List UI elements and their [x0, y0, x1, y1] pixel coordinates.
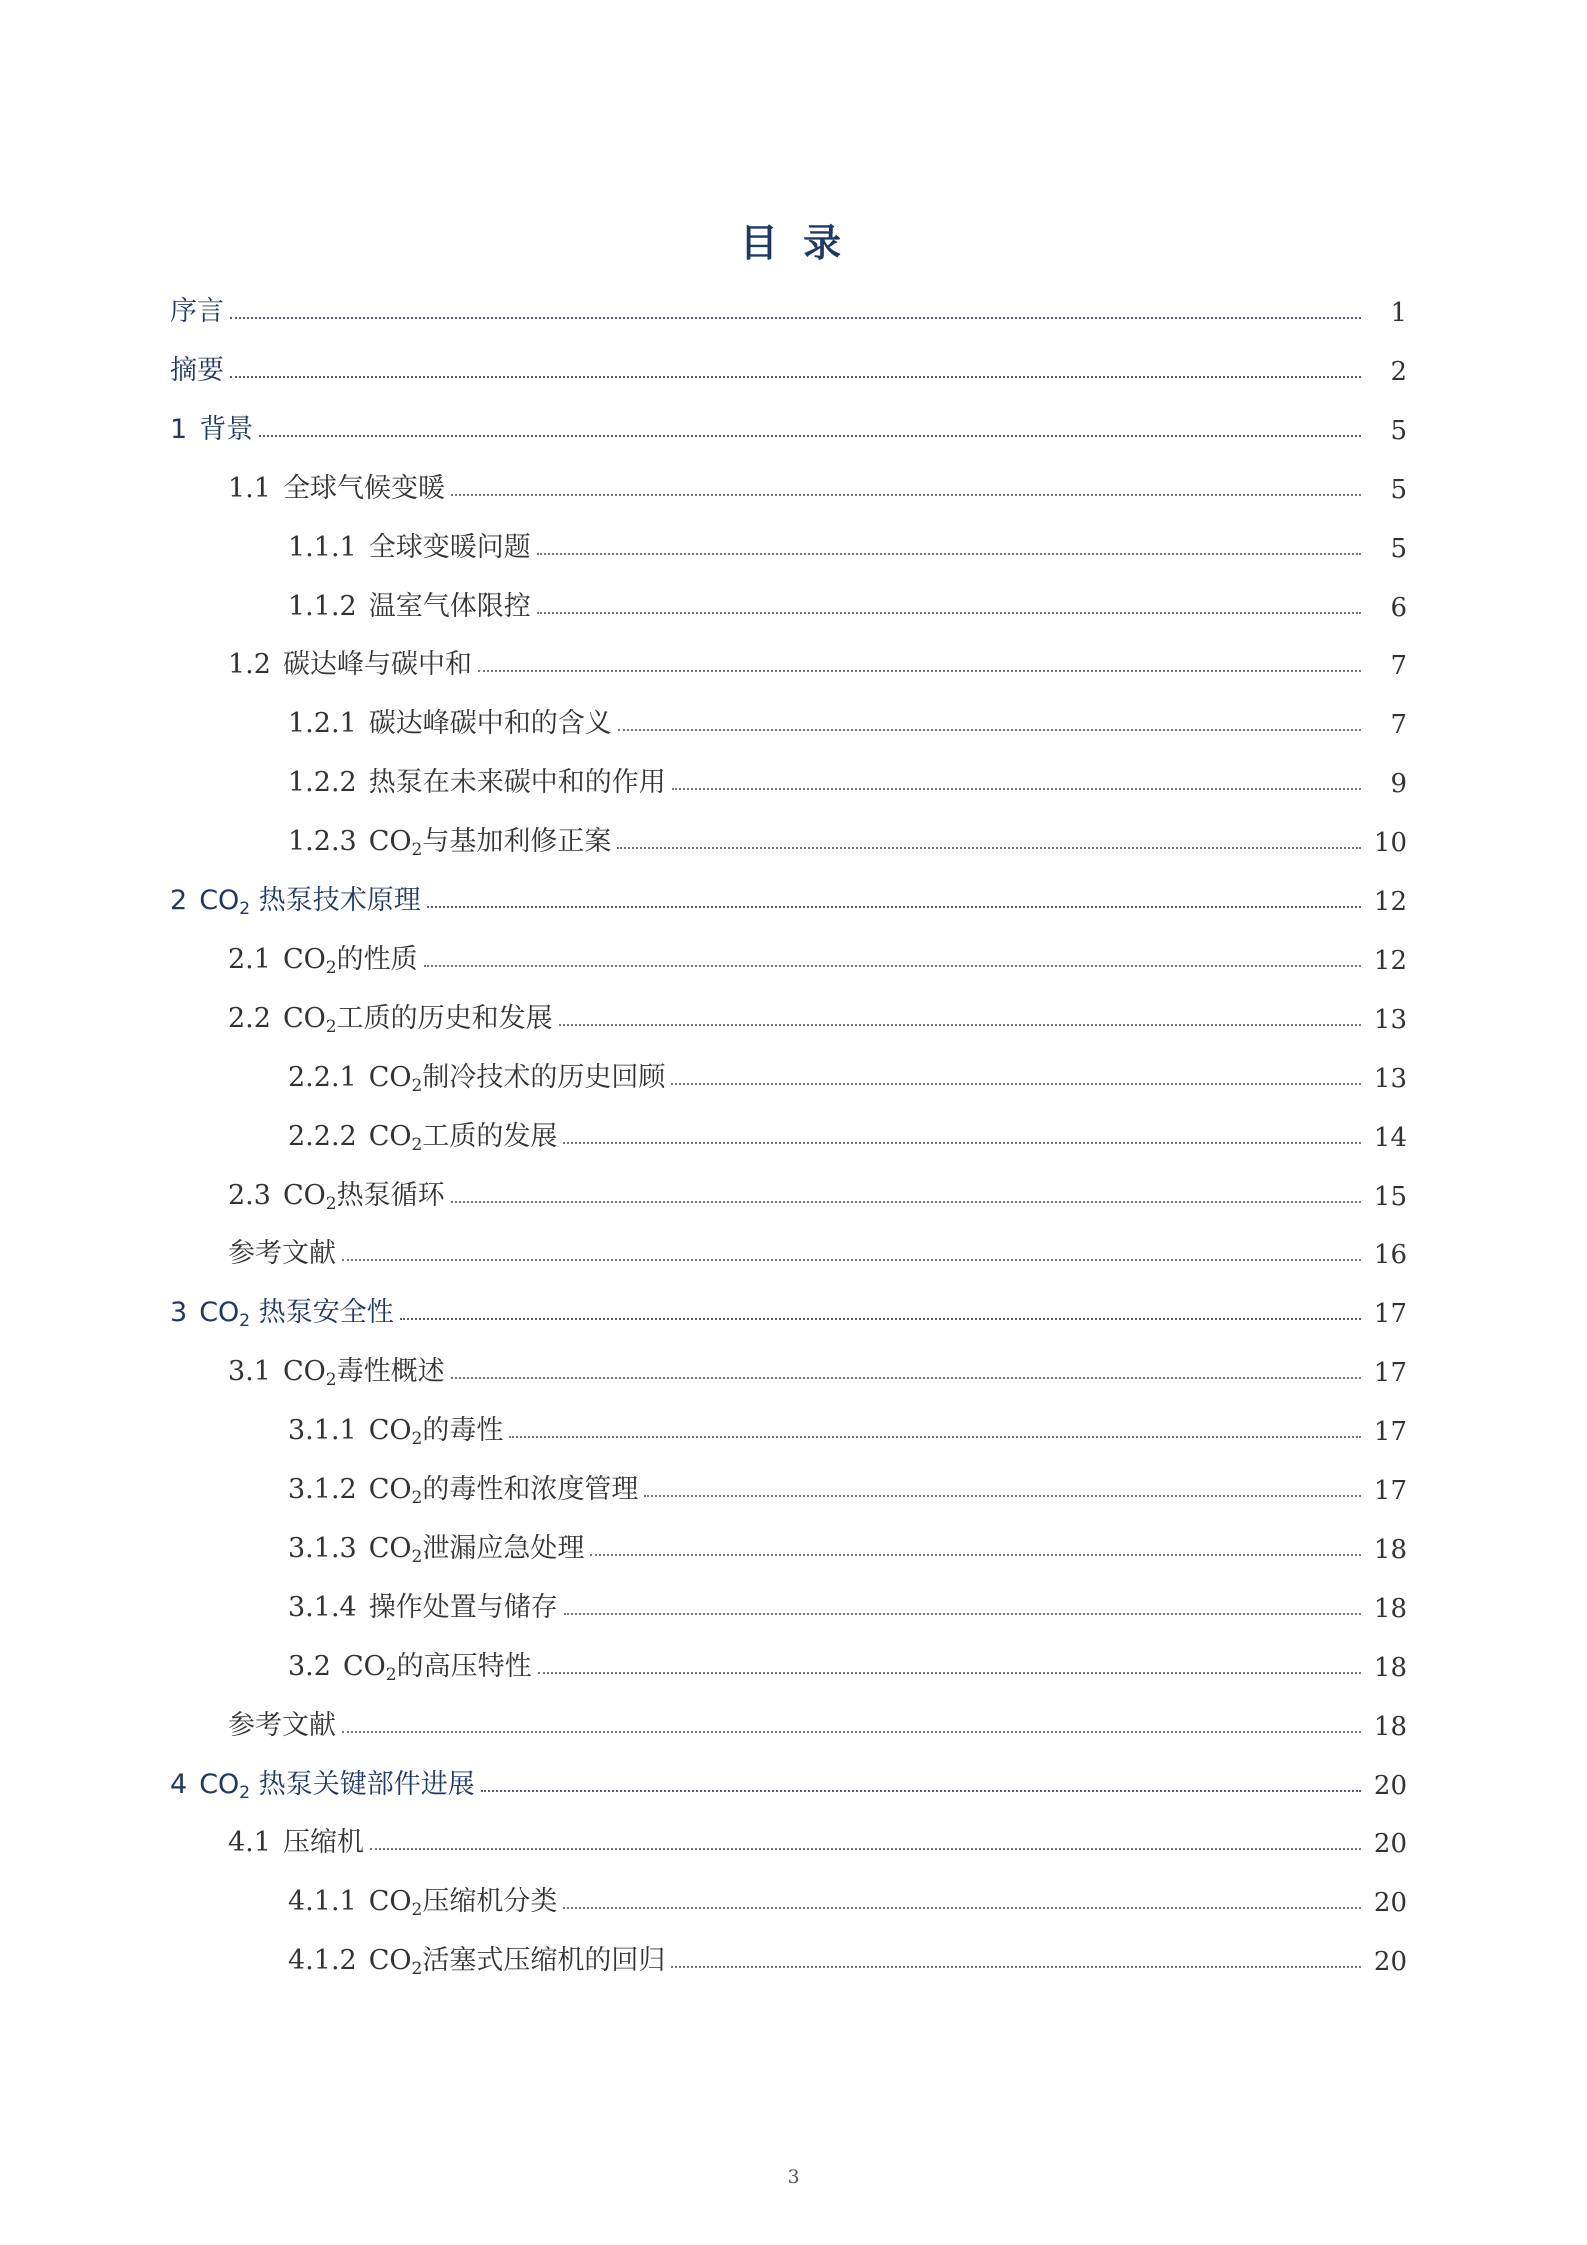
dot-leader	[559, 1024, 1361, 1026]
toc-entry-subscript: 2	[325, 957, 337, 978]
dot-leader	[478, 670, 1361, 672]
toc-entry[interactable]	[228, 1230, 1407, 1270]
toc-entry-label	[288, 760, 666, 799]
toc-entry-text-suffix: 工质的发展	[422, 1120, 558, 1152]
dot-leader	[342, 1259, 1361, 1261]
toc-entry[interactable]	[170, 1289, 1407, 1332]
toc-entry-text-suffix: 压缩机分类	[422, 1886, 558, 1918]
toc-entry-text: CO	[368, 1474, 412, 1505]
toc-entry-number: 1.2.2	[288, 767, 357, 799]
toc-entry[interactable]	[228, 1819, 1407, 1859]
toc-entry-text: CO	[368, 1945, 412, 1977]
toc-entry-text-suffix: 的性质	[336, 943, 418, 975]
toc-entry-number: 3.1.2	[288, 1474, 357, 1505]
toc-entry[interactable]	[288, 1113, 1407, 1153]
toc-entry-text: 序言	[170, 296, 224, 327]
toc-entry-number: 1.1.2	[288, 590, 357, 622]
toc-entry-text-suffix: 的高压特性	[396, 1650, 532, 1682]
toc-entry-text-suffix: 的毒性和浓度管理	[422, 1474, 639, 1505]
toc-entry-page: 1	[1390, 298, 1407, 328]
toc-entry-label	[228, 1820, 364, 1859]
dot-leader	[537, 612, 1361, 614]
toc-entry-label	[228, 466, 445, 505]
toc-entry-page: 6	[1390, 592, 1407, 623]
toc-entry-number: 3.2	[288, 1650, 331, 1682]
toc-entry[interactable]	[170, 1761, 1407, 1801]
dot-leader	[481, 1790, 1361, 1792]
dot-leader	[451, 494, 1361, 496]
toc-entry-page: 5	[1390, 474, 1407, 505]
toc-entry-page: 17	[1373, 1417, 1407, 1448]
toc-entry-number: 4.1.2	[288, 1945, 357, 1977]
toc-entry-text: CO	[199, 1297, 240, 1329]
toc-entry-label	[170, 348, 224, 387]
toc-entry-text: CO	[368, 1532, 412, 1564]
toc-entry-subscript: 2	[411, 1075, 423, 1096]
toc-entry-number: 1	[170, 413, 188, 445]
toc-entry[interactable]	[288, 1466, 1407, 1506]
dot-leader	[424, 965, 1361, 967]
toc-entry-text-suffix: 制冷技术的历史回顾	[422, 1061, 666, 1093]
toc-entry-text: 压缩机	[282, 1827, 364, 1859]
toc-entry-text: CO	[282, 1356, 326, 1388]
toc-entry-label	[288, 1879, 558, 1921]
toc-entry-page: 2	[1390, 356, 1407, 387]
toc-entry-label	[288, 819, 612, 861]
toc-entry[interactable]	[170, 347, 1407, 387]
toc-entry-label	[288, 1408, 504, 1450]
dot-leader	[563, 1142, 1361, 1144]
toc-entry-text: CO	[199, 885, 240, 916]
toc-entry-subscript: 2	[325, 1016, 337, 1037]
toc-entry-text-suffix: 与基加利修正案	[422, 826, 612, 858]
toc-entry-text: 背景	[199, 413, 254, 445]
dot-leader	[400, 1318, 1361, 1320]
toc-entry[interactable]	[288, 1937, 1407, 1980]
toc-entry-number: 2.2.1	[288, 1061, 357, 1093]
toc-entry-page: 12	[1373, 887, 1407, 917]
toc-entry-page: 13	[1373, 1004, 1407, 1035]
toc-entry-subscript: 2	[411, 840, 423, 861]
toc-entry-label	[170, 289, 224, 328]
toc-entry-label	[170, 1290, 394, 1332]
toc-entry-page: 17	[1373, 1476, 1407, 1506]
toc-entry-text-suffix: 工质的历史和发展	[336, 1002, 553, 1034]
toc-entry-label	[288, 1467, 638, 1506]
toc-entry-text-suffix: 活塞式压缩机的回归	[422, 1945, 666, 1977]
toc-entry-page: 14	[1373, 1122, 1407, 1153]
toc-entry-text: CO	[282, 943, 326, 975]
toc-entry[interactable]	[288, 759, 1407, 799]
toc-entry-text: 碳达峰碳中和的含义	[368, 708, 612, 740]
toc-entry-subscript: 2	[385, 1664, 397, 1685]
toc-entry-page: 17	[1373, 1299, 1407, 1330]
dot-leader	[564, 1613, 1361, 1615]
toc-entry-text: CO	[199, 1768, 240, 1800]
toc-entry-page: 20	[1373, 1947, 1407, 1978]
toc-entry-number: 4	[170, 1768, 188, 1800]
toc-entry[interactable]	[170, 406, 1407, 446]
toc-entry[interactable]	[288, 1525, 1407, 1565]
toc-entry-label	[170, 407, 253, 446]
dot-leader	[671, 1083, 1361, 1085]
toc-entry-text: 操作处置与储存	[368, 1591, 558, 1623]
toc-entry[interactable]	[170, 877, 1407, 917]
toc-entry-subscript: 2	[411, 1429, 423, 1450]
toc-entry-subscript: 2	[325, 1370, 337, 1391]
toc-entry-number: 1.1	[228, 472, 271, 504]
toc-entry-label	[288, 1585, 558, 1624]
toc-entry-text-suffix: 的毒性	[422, 1415, 504, 1447]
toc-entry-label	[228, 1349, 445, 1391]
toc-entry-label	[228, 1703, 336, 1742]
toc-entry-label	[288, 1938, 666, 1980]
toc-entry[interactable]	[288, 1643, 1407, 1683]
toc-entry-subscript: 2	[411, 1959, 423, 1980]
toc-entry-page: 12	[1373, 945, 1407, 976]
toc-entry-subscript: 2	[239, 1311, 251, 1332]
dot-leader	[537, 553, 1361, 555]
toc-entry-number: 2.2	[228, 1002, 271, 1034]
dot-leader	[259, 435, 1361, 437]
toc-entry-subscript: 2	[239, 899, 251, 919]
toc-entry-number: 2	[170, 885, 188, 916]
toc-entry[interactable]	[228, 1172, 1407, 1212]
toc-entry-number: 2.2.2	[288, 1120, 357, 1152]
dot-leader	[538, 1672, 1361, 1674]
toc-entry-page: 20	[1373, 1770, 1407, 1801]
toc-entry-page: 10	[1373, 828, 1407, 859]
toc-entry[interactable]	[228, 641, 1407, 681]
toc-entry-page: 17	[1373, 1358, 1407, 1389]
toc-entry-text: 温室气体限控	[368, 590, 531, 622]
toc-entry-page: 18	[1373, 1652, 1407, 1683]
dot-leader	[672, 788, 1361, 790]
toc-entry-label	[288, 525, 531, 564]
toc-entry-label	[228, 642, 472, 681]
toc-entry-label	[288, 1526, 584, 1565]
toc-entry-label	[288, 701, 612, 740]
toc-entry-text: CO	[368, 1886, 412, 1918]
dot-leader	[617, 847, 1361, 849]
dot-leader	[451, 1377, 1361, 1379]
toc-entry-text: 摘要	[170, 354, 224, 386]
toc-entry[interactable]	[288, 1878, 1407, 1921]
dot-leader	[509, 1436, 1361, 1438]
toc-entry-number: 3.1	[228, 1356, 271, 1388]
toc-entry[interactable]	[288, 818, 1407, 861]
toc-entry[interactable]	[288, 524, 1407, 564]
toc-entry-subscript: 2	[325, 1193, 337, 1214]
toc-entry-subscript: 2	[411, 1488, 423, 1508]
dot-leader	[590, 1554, 1361, 1556]
toc-entry-number: 1.2.3	[288, 826, 357, 858]
toc-entry-text: CO	[282, 1179, 326, 1211]
toc-entry-label	[288, 1055, 665, 1094]
dot-leader	[451, 1201, 1361, 1203]
toc-entry[interactable]	[288, 1054, 1407, 1094]
dot-leader	[370, 1848, 1361, 1850]
toc-entry-text: CO	[368, 1061, 412, 1093]
toc-entry-page: 15	[1373, 1181, 1407, 1212]
toc-entry-page: 18	[1373, 1711, 1407, 1742]
toc-entry-text: CO	[342, 1650, 386, 1682]
toc-entry-subscript: 2	[411, 1546, 423, 1567]
toc-entry-text: 全球变暖问题	[368, 531, 531, 563]
toc-entry-text-suffix: 热泵关键部件进展	[250, 1768, 475, 1800]
toc-entry[interactable]	[228, 1348, 1407, 1391]
toc-entry-text: 参考文献	[228, 1238, 336, 1270]
toc-entry-text: CO	[368, 1415, 412, 1447]
toc-entry-text: CO	[368, 826, 412, 858]
toc-entry-text: 热泵在未来碳中和的作用	[368, 767, 666, 799]
toc-entry-text-suffix: 毒性概述	[336, 1356, 445, 1388]
toc-entry-page: 18	[1373, 1593, 1407, 1624]
toc-entry-label	[170, 1762, 475, 1801]
dot-leader	[342, 1731, 1361, 1733]
toc-entry-label	[288, 1114, 557, 1153]
toc-entry-text: 参考文献	[228, 1709, 336, 1741]
toc-entry-subscript: 2	[239, 1782, 251, 1803]
toc-entry[interactable]	[288, 583, 1407, 623]
toc-entry-text-suffix: 热泵安全性	[250, 1297, 394, 1329]
toc-title: 目 录	[739, 221, 848, 265]
toc-entry-page: 18	[1373, 1534, 1407, 1565]
dot-leader	[671, 1966, 1361, 1968]
toc-entry-number: 1.2	[228, 649, 271, 681]
toc-entry[interactable]	[288, 700, 1407, 740]
toc-entry-page: 13	[1373, 1063, 1407, 1094]
toc-entry-label	[228, 1173, 445, 1212]
toc-entry-page: 5	[1390, 415, 1407, 446]
toc-entry-text: CO	[282, 1002, 326, 1034]
dot-leader	[563, 1907, 1361, 1909]
toc-entry-page: 20	[1373, 1829, 1407, 1860]
toc-entry-label	[228, 1231, 336, 1270]
toc-entry-number: 2.3	[228, 1179, 271, 1211]
toc-entry-text-suffix: 泄漏应急处理	[422, 1532, 585, 1564]
dot-leader	[618, 729, 1361, 731]
toc-entry-text-suffix: 热泵技术原理	[250, 885, 421, 916]
toc-entry-text-suffix: 热泵循环	[336, 1179, 445, 1211]
toc-entry[interactable]	[228, 936, 1407, 976]
toc-entry-page: 16	[1373, 1240, 1407, 1271]
toc-entry[interactable]	[228, 465, 1407, 505]
toc-entry[interactable]	[228, 1702, 1407, 1742]
dot-leader	[230, 317, 1361, 319]
toc-entry[interactable]	[170, 288, 1407, 328]
page-number: 3	[787, 2166, 800, 2188]
toc-entry-label	[170, 878, 421, 917]
toc-entry-page: 7	[1390, 710, 1407, 741]
toc-entry-page: 7	[1390, 651, 1407, 682]
toc-entry-subscript: 2	[411, 1900, 423, 1921]
dot-leader	[644, 1495, 1361, 1497]
toc-entry[interactable]	[288, 1584, 1407, 1624]
toc-entry-label	[228, 996, 553, 1035]
toc-entry[interactable]	[228, 995, 1407, 1035]
toc-entry-subscript: 2	[411, 1134, 423, 1155]
toc-entry-page: 9	[1390, 769, 1407, 800]
toc-entry-text: CO	[368, 1120, 412, 1152]
toc-entry-number: 4.1.1	[288, 1886, 357, 1918]
toc-entry-number: 4.1	[228, 1827, 271, 1859]
toc-entry-label	[288, 1644, 532, 1683]
toc-entry-text: 全球气候变暖	[282, 472, 445, 504]
toc-entry-number: 3.1.4	[288, 1591, 357, 1623]
toc-entry-number: 1.1.1	[288, 531, 357, 563]
dot-leader	[230, 376, 1361, 378]
toc-entry-number: 1.2.1	[288, 708, 357, 740]
toc-entry-label	[288, 584, 531, 623]
toc-entry-label	[228, 937, 418, 976]
toc-entry-text: 碳达峰与碳中和	[282, 649, 472, 681]
toc-entry-page: 5	[1390, 533, 1407, 564]
toc-entry-number: 3.1.1	[288, 1415, 357, 1447]
toc-entry-number: 3	[170, 1297, 188, 1329]
toc-entry-number: 2.1	[228, 943, 271, 975]
toc-entry[interactable]	[288, 1407, 1407, 1450]
dot-leader	[427, 906, 1361, 908]
toc-entry-number: 3.1.3	[288, 1532, 357, 1564]
toc-entry-page: 20	[1373, 1888, 1407, 1919]
